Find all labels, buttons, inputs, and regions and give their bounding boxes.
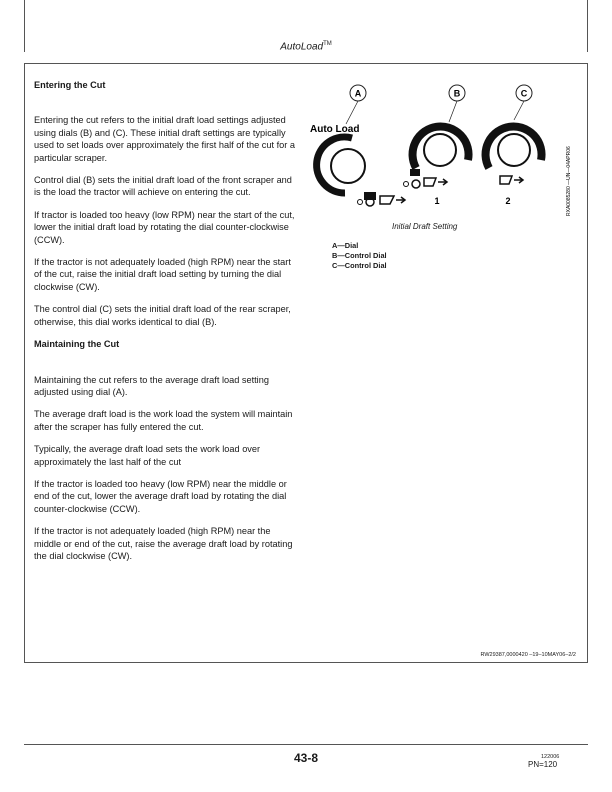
pn-label: PN=120 bbox=[528, 760, 558, 769]
content-right-line bbox=[587, 63, 588, 663]
paragraph: The average draft load is the work load the system will maintain after the scraper has fully entered the cut. bbox=[34, 409, 293, 432]
label-number-1: 1 bbox=[434, 196, 440, 206]
dial-b bbox=[413, 127, 469, 168]
page-header bbox=[0, 41, 612, 52]
callout-a bbox=[350, 85, 366, 101]
section-heading-maintaining: Maintaining the Cut bbox=[34, 339, 120, 350]
legend-item: C—Control Dial bbox=[332, 261, 387, 270]
footer-rule bbox=[24, 744, 588, 745]
trademark-mark: TM bbox=[323, 41, 332, 47]
figure-caption: Initial Draft Setting bbox=[392, 222, 458, 231]
figure-id: RXA0085280 —UN—04APR06 bbox=[566, 146, 572, 216]
paragraph: Typically, the average draft load sets the work load over approximately the last half of the cut bbox=[34, 444, 261, 467]
reference-code: RW29387,0000420 –19–10MAY06–2/2 bbox=[480, 652, 576, 658]
tractor-scraper-icon bbox=[358, 192, 406, 206]
legend-item: B—Control Dial bbox=[332, 251, 387, 260]
dial-illustration bbox=[300, 78, 580, 218]
paragraph: If tractor is loaded too heavy (low RPM) near the start of the cut, lower the initial draft load by rotating the dial counter-clockwise (CCW). bbox=[34, 209, 295, 245]
header-rule bbox=[24, 63, 588, 64]
paragraph: The control dial (C) sets the initial draft load of the rear scraper, otherwise, this dial works identical to dial (B). bbox=[34, 304, 291, 327]
header-title: AutoLoad bbox=[280, 41, 324, 53]
paragraph: If the tractor is loaded too heavy (low RPM) near the middle or end of the cut, lower the average draft load by rotating the dial counter-clockwise (CCW). bbox=[34, 478, 287, 514]
callout-b bbox=[449, 85, 465, 101]
paragraph: Control dial (B) sets the initial draft load of the front scraper and is the load the tractor will achieve on entering the cut. bbox=[34, 175, 292, 198]
paragraph: Entering the cut refers to the initial draft load settings adjusted using dials (B) and (C). These initial draft settings are typically used to set loads over approximately the first half of the cut for a particular scraper. bbox=[34, 115, 295, 163]
paragraph: Maintaining the cut refers to the average draft load setting adjusted using dial (A). bbox=[34, 374, 269, 397]
auto-load-label: Auto Load bbox=[310, 124, 360, 135]
label-number-2: 2 bbox=[505, 196, 511, 206]
figure-legend bbox=[332, 241, 387, 271]
front-scraper-icon bbox=[404, 169, 448, 188]
rear-scraper-icon bbox=[500, 176, 523, 184]
content-bottom-rule bbox=[24, 662, 588, 663]
section-heading-entering: Entering the Cut bbox=[34, 80, 106, 90]
page-number: 43-8 bbox=[293, 751, 319, 765]
paragraph: If the tractor is not adequately loaded (high RPM) near the middle or end of the cut, raise the average draft load by rotating the dial clockwise (CW). bbox=[34, 526, 293, 561]
edition-code: 122006 bbox=[541, 754, 560, 760]
callout-b-label: B bbox=[453, 88, 461, 99]
paragraph: If the tractor is not adequately loaded (high RPM) near the start of the cut, raise the initial draft load setting by turning the dial clockwise (CW). bbox=[34, 257, 291, 292]
content-left-line bbox=[24, 63, 25, 663]
dial-c bbox=[486, 127, 542, 168]
callout-c bbox=[516, 85, 532, 101]
callout-c-label: C bbox=[520, 88, 528, 99]
callout-a-label: A bbox=[354, 88, 362, 99]
text-column bbox=[34, 79, 300, 562]
legend-item: A—Dial bbox=[332, 241, 359, 250]
dial-a bbox=[317, 137, 365, 193]
